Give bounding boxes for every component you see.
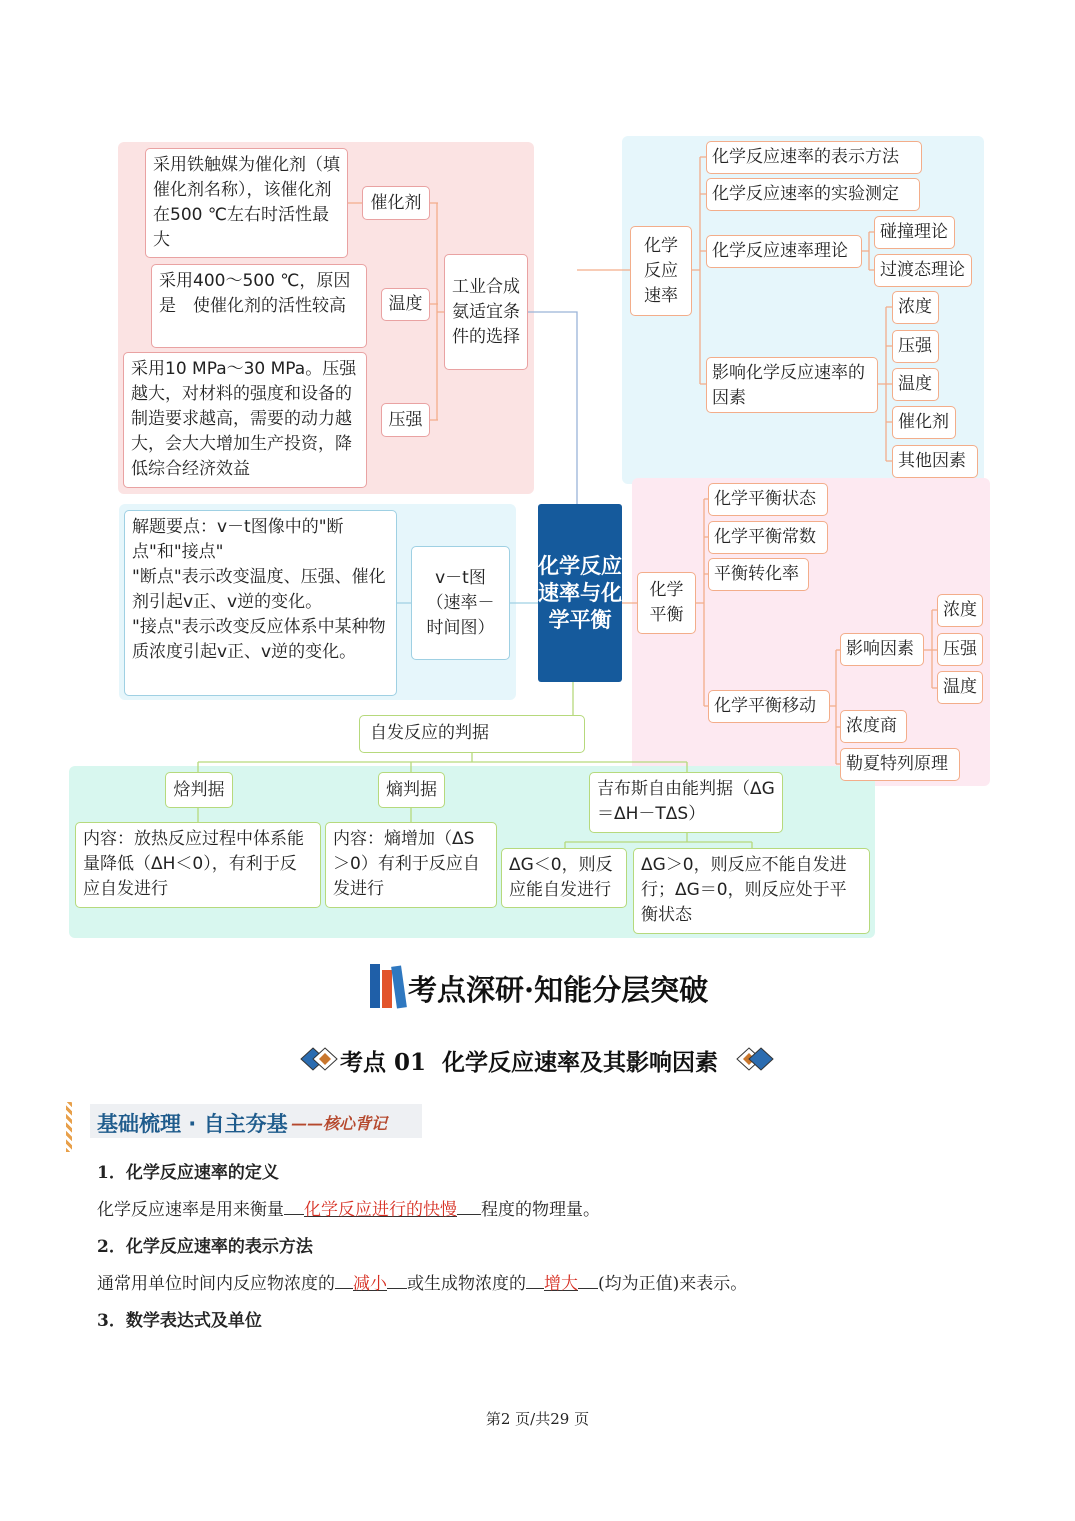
spontaneous-node: 自发反应的判据: [359, 715, 585, 753]
item-2-post: (均为正值)来表示。: [598, 1274, 748, 1294]
item-2-heading: 2．化学反应速率的表示方法: [97, 1237, 313, 1257]
enthalpy-criterion-content: 内容：放热反应过程中体系能量降低（ΔH＜0），有利于反应自发进行: [75, 822, 321, 908]
rate-factor-pressure: 压强: [892, 330, 939, 363]
item-3-heading: 3．数学表达式及单位: [97, 1311, 262, 1331]
diamond-right-icon: [736, 1046, 774, 1072]
item-2-pre: 通常用单位时间内反应物浓度的: [97, 1274, 335, 1294]
blank-trail: [578, 1270, 598, 1289]
shift-le-chatelier: 勒夏特列原理: [840, 748, 960, 781]
item-1-post: 程度的物理量。: [481, 1200, 600, 1220]
eq-factor-temperature: 温度: [937, 671, 983, 704]
shift-influencing-factors: 影响因素: [840, 633, 924, 666]
temperature-node: 温度: [381, 288, 430, 321]
central-topic-label: 化学反应速率与化学平衡: [538, 553, 622, 632]
equilibrium-node: 化学平衡: [637, 572, 696, 634]
theory-transition-state: 过渡态理论: [874, 254, 972, 287]
pressure-detail: 采用10 MPa～30 MPa。压强越大，对材料的强度和设备的制造要求越高，需要的动力越大，会大大增加生产投资，降低综合经济效益: [123, 352, 367, 488]
gibbs-negative-content: ΔG＜0，则反应能自发进行: [501, 848, 627, 908]
rate-factor-other: 其他因素: [892, 445, 978, 478]
page-footer: 第2 页/共29 页: [485, 1410, 590, 1428]
rate-item-factors: 影响化学反应速率的因素: [706, 357, 878, 413]
subsection-title: 基础梳理 · 自主夯基: [97, 1112, 288, 1136]
shift-reaction-quotient: 浓度商: [840, 710, 907, 743]
eq-item-shift: 化学平衡移动: [708, 690, 830, 723]
subsection-header: [66, 1102, 424, 1140]
eq-factor-pressure: 压强: [937, 633, 983, 666]
eq-item-constant: 化学平衡常数: [708, 521, 828, 554]
blank-trail: [387, 1270, 407, 1289]
rate-item-measurement: 化学反应速率的实验测定: [706, 178, 920, 211]
section-heading: [300, 1040, 780, 1080]
rate-node: 化学反应速率: [630, 226, 692, 316]
blank-trail: [457, 1196, 481, 1215]
eq-item-conversion: 平衡转化率: [708, 558, 809, 591]
rate-factor-concentration: 浓度: [892, 291, 939, 324]
rate-factor-temperature: 温度: [892, 368, 939, 401]
subsection-tag: ——核心背记: [291, 1114, 388, 1133]
item-2-text: [97, 1269, 747, 1294]
item-1-pre: 化学反应速率是用来衡量: [97, 1200, 284, 1220]
banner-title: 考点深研·知能分层突破: [408, 973, 709, 1007]
theory-collision: 碰撞理论: [874, 216, 955, 249]
item-1-heading: 1．化学反应速率的定义: [97, 1163, 279, 1183]
diamond-left-icon: [300, 1046, 338, 1072]
catalyst-node: 催化剂: [362, 186, 430, 220]
entropy-criterion-node: 熵判据: [378, 772, 445, 808]
banner: [368, 962, 728, 1012]
vt-note: 解题要点：v－t图像中的"断点"和"接点" "断点"表示改变温度、压强、催化剂引起v正、v逆的变化。 "接点"表示改变反应体系中某种物质浓度引起v正、v逆的变化。: [124, 510, 397, 696]
item-2-mid: 或生成物浓度的: [407, 1274, 526, 1294]
rate-item-expression: 化学反应速率的表示方法: [706, 141, 922, 174]
blank-lead: [284, 1196, 304, 1215]
central-topic: [538, 504, 622, 682]
eq-factor-concentration: 浓度: [937, 594, 983, 627]
item-1-answer: 化学反应进行的快慢: [304, 1200, 457, 1220]
gibbs-positive-content: ΔG＞0，则反应不能自发进行；ΔG＝0，则反应处于平衡状态: [633, 848, 870, 934]
enthalpy-criterion-node: 焓判据: [165, 772, 233, 808]
gibbs-criterion-node: 吉布斯自由能判据（ΔG＝ΔH－TΔS）: [589, 772, 783, 833]
rate-item-theory: 化学反应速率理论: [706, 235, 862, 268]
blank-lead: [526, 1270, 544, 1289]
books-icon: [368, 962, 408, 1010]
catalyst-detail: 采用铁触媒为催化剂（填催化剂名称），该催化剂在500 ℃左右时活性最大: [145, 148, 348, 258]
temperature-detail: 采用400～500 ℃，原因是 使催化剂的活性较高: [151, 264, 367, 348]
rate-factor-catalyst: 催化剂: [892, 406, 956, 439]
vt-graph-node: v－t图（速率－时间图）: [411, 546, 510, 660]
entropy-criterion-content: 内容：熵增加（ΔS＞0）有利于反应自发进行: [325, 822, 497, 908]
ammonia-synthesis-node: 工业合成氨适宜条件的选择: [444, 254, 528, 370]
pressure-node: 压强: [381, 403, 430, 437]
item-2-answer2: 增大: [544, 1274, 578, 1294]
subsection-accent-bar: [66, 1102, 72, 1152]
eq-item-state: 化学平衡状态: [708, 483, 828, 516]
item-2-answer: 减小: [353, 1274, 387, 1294]
section-title: 考点 01 化学反应速率及其影响因素: [340, 1049, 719, 1076]
item-1-text: [97, 1195, 600, 1220]
blank-lead: [335, 1270, 353, 1289]
